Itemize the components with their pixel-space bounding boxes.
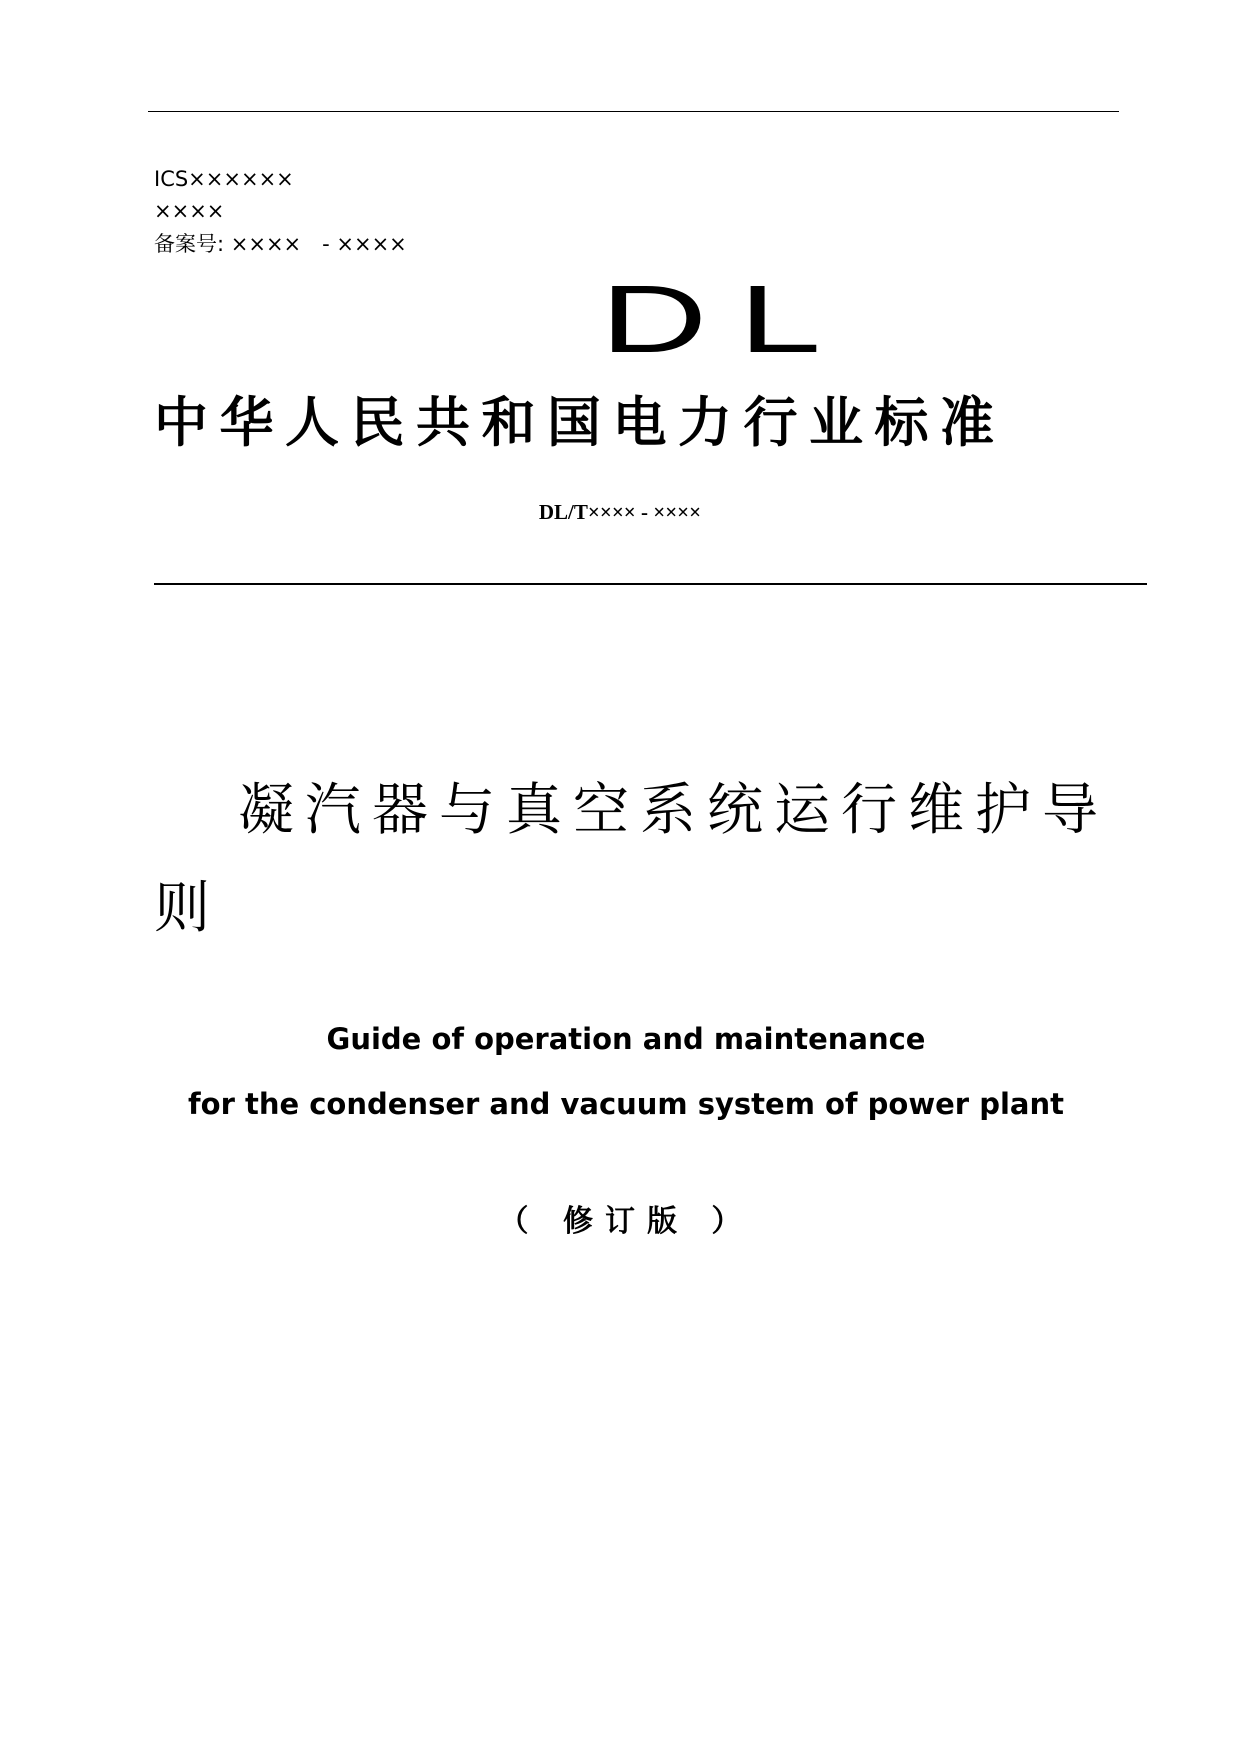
organization-title: 中华人民共和国电力行业标准 xyxy=(154,391,1006,454)
english-title-line2: for the condenser and vacuum system of power plant xyxy=(188,1087,1064,1121)
chinese-title: 凝汽器与真空系统运行维护导则 xyxy=(154,778,1109,941)
classification-code: ×××× xyxy=(154,199,225,223)
header-divider xyxy=(154,583,1147,585)
english-title-line1: Guide of operation and maintenance xyxy=(326,1022,926,1056)
ics-code: ICS×××××× xyxy=(154,167,294,191)
edition-label: （ 修订版 ） xyxy=(498,1204,754,1239)
record-number: 备案号: ×××× - ×××× xyxy=(154,232,407,256)
dl-logo: DL xyxy=(600,266,853,373)
top-divider xyxy=(148,111,1119,112)
standard-number: DL/T×××× - ×××× xyxy=(538,500,702,524)
